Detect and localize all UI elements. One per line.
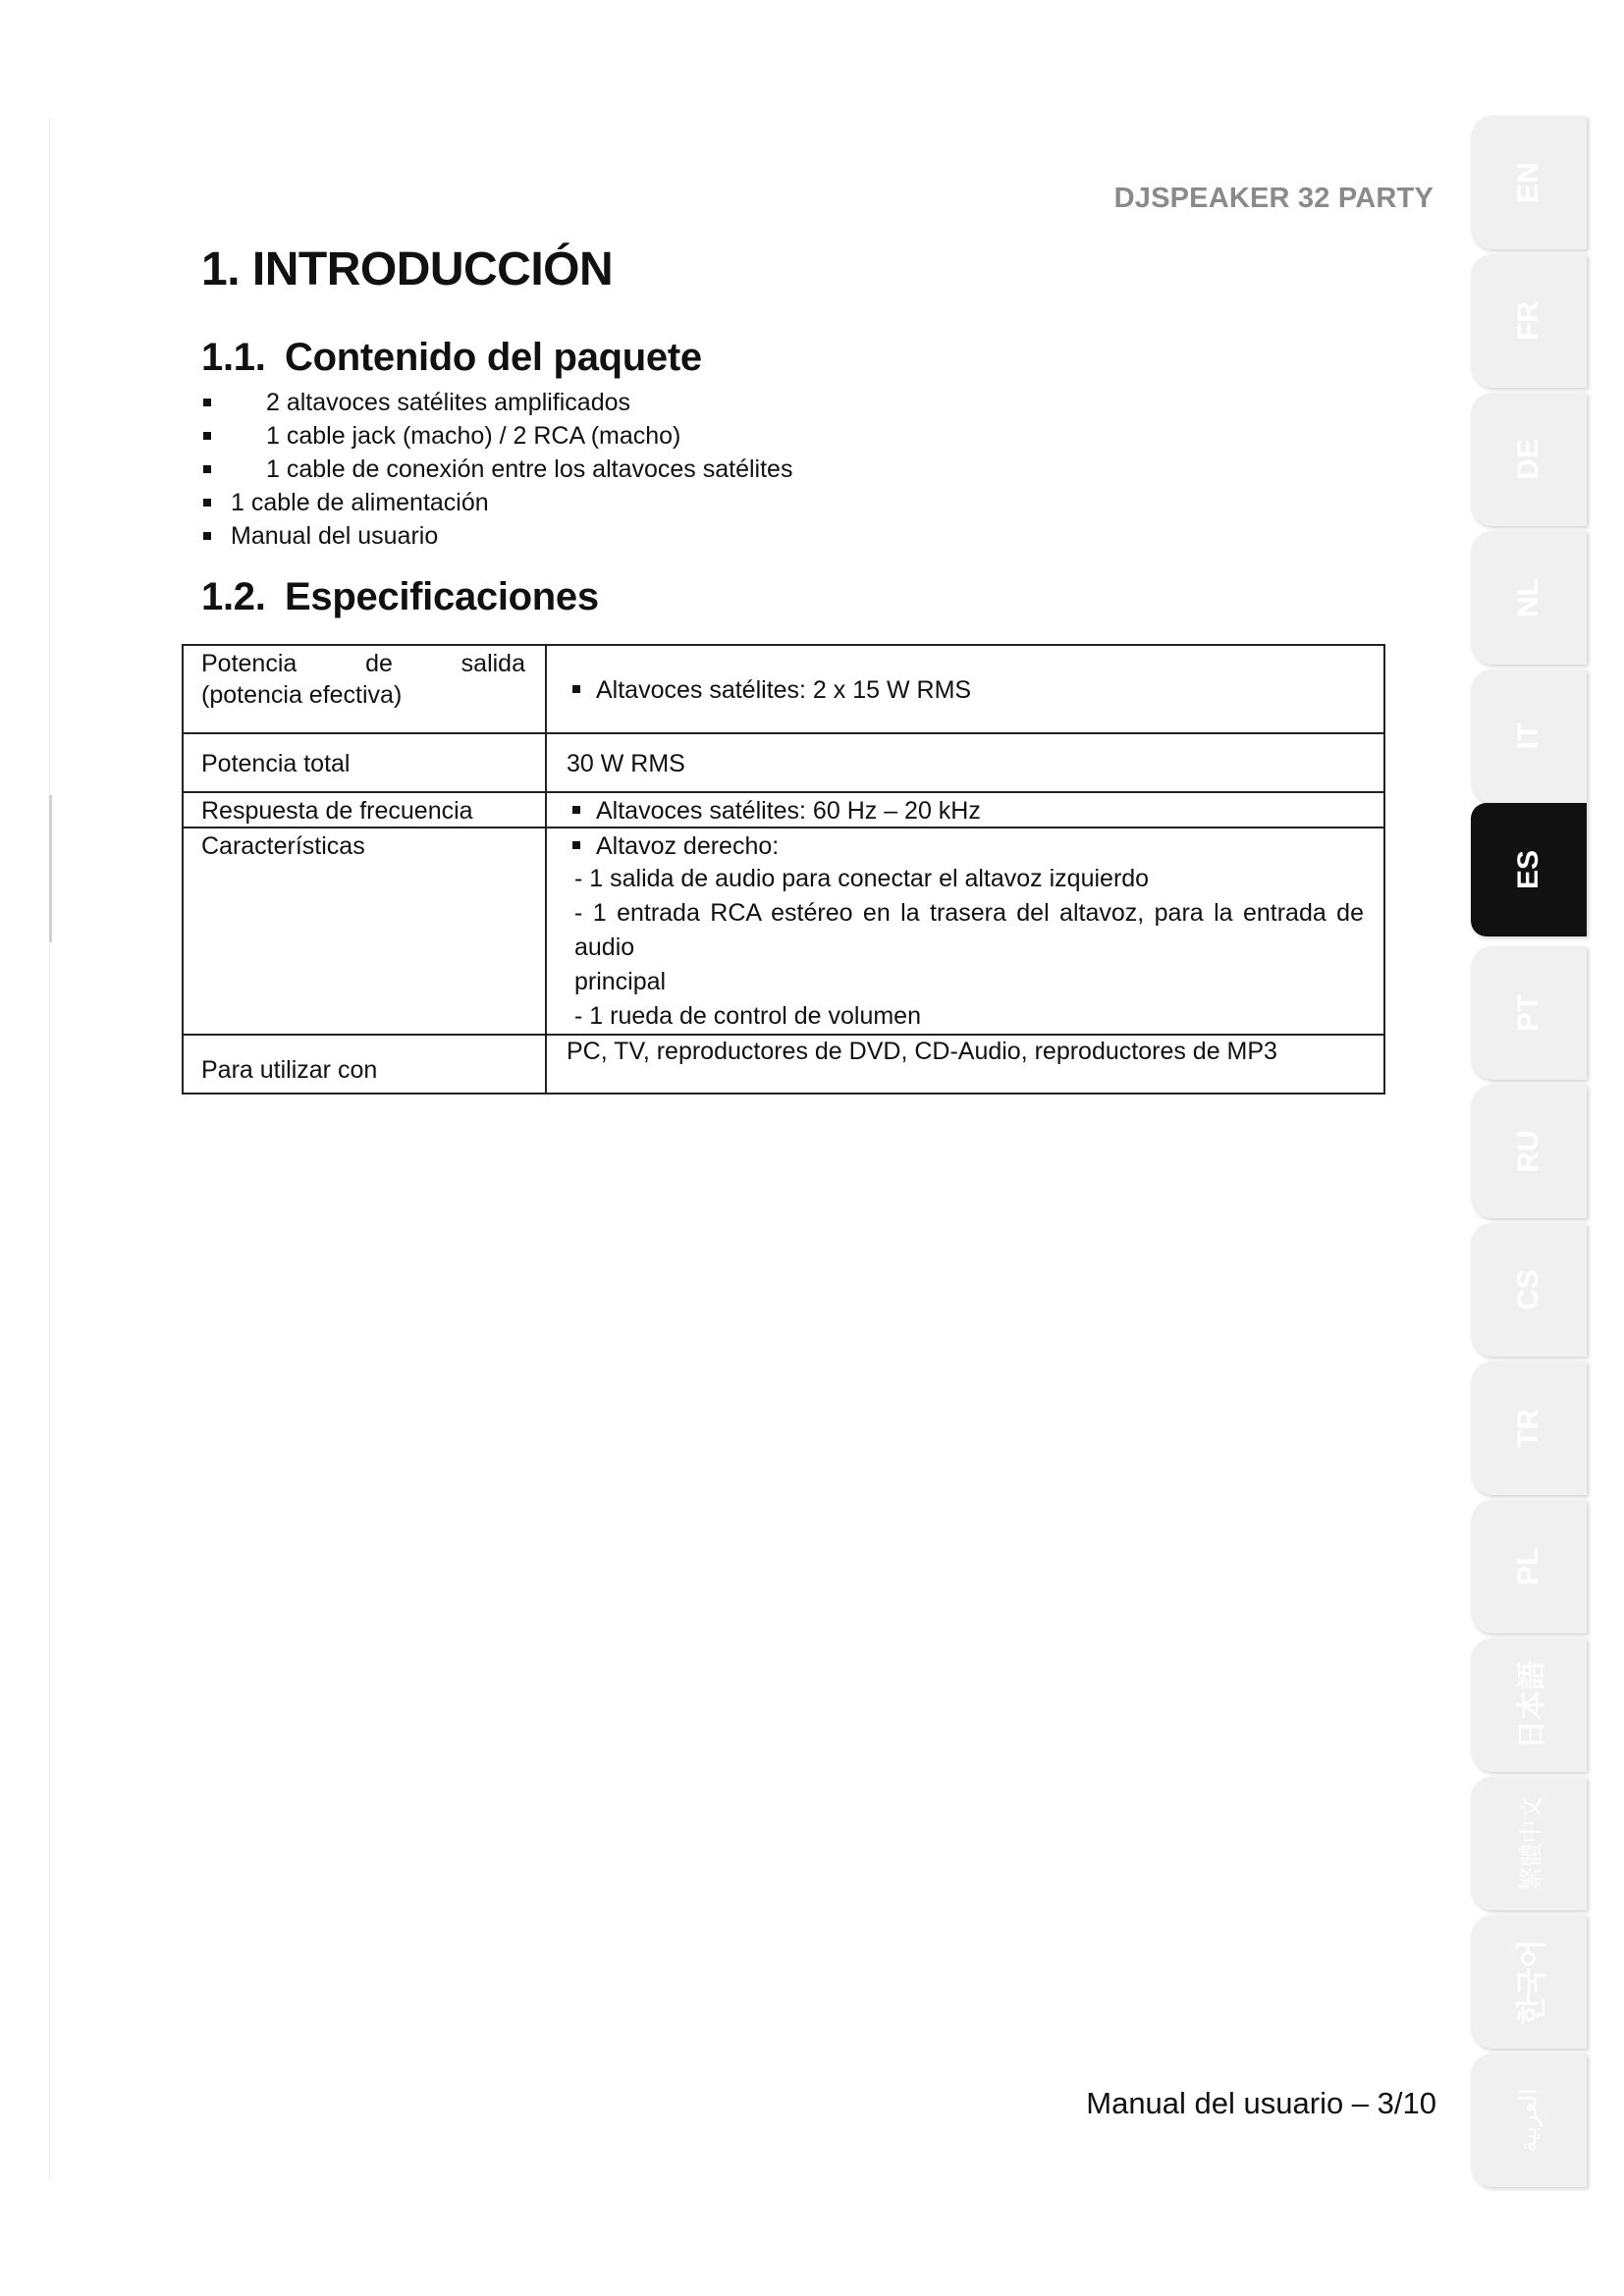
tab-ko[interactable]: 한국어 [1471, 1915, 1587, 2049]
table-row [183, 645, 1384, 733]
tab-tr[interactable]: TR [1471, 1362, 1587, 1495]
tab-es[interactable]: ES [1471, 803, 1587, 936]
section-heading-text: Contenido del paquete [285, 336, 702, 379]
tab-fr[interactable]: FR [1471, 254, 1587, 388]
bullet-icon [203, 499, 211, 507]
bullet-icon [203, 399, 211, 406]
spec-value-cell: Altavoces satélites: 60 Hz – 20 kHz [546, 792, 1384, 828]
spec-label-cell: Características [183, 828, 546, 1035]
spec-label-cell: Potencia de salida (potencia efectiva) [183, 645, 546, 733]
spec-value-cell: Altavoces satélites: 2 x 15 W RMS [546, 645, 1384, 733]
spec-label-cell: Respuesta de frecuencia [183, 792, 546, 828]
section-title-contenido [201, 336, 702, 380]
bullet-icon [572, 685, 580, 693]
bullet-icon [203, 532, 211, 540]
tab-it[interactable]: IT [1471, 669, 1587, 803]
tab-en[interactable]: EN [1471, 116, 1587, 249]
spec-label-cell: Potencia total [183, 733, 546, 792]
specifications-table [182, 644, 1385, 1095]
section-title-especificaciones [201, 575, 599, 619]
tab-ru[interactable]: RU [1471, 1085, 1587, 1218]
spec-value-cell: 30 W RMS [546, 733, 1384, 792]
bullet-icon [203, 465, 211, 473]
tab-ar[interactable]: العربية [1471, 2054, 1587, 2187]
section-heading-text: Especificaciones [285, 575, 599, 618]
bullet-icon [203, 432, 211, 440]
table-row [183, 733, 1384, 792]
spec-label-cell: Para utilizar con [183, 1035, 546, 1094]
tab-nl[interactable]: NL [1471, 531, 1587, 665]
tab-zh-tw[interactable]: 繁體中文 [1471, 1777, 1587, 1910]
section-number: 1.1. [201, 336, 266, 379]
section-number: 1.2. [201, 575, 266, 618]
table-row [183, 792, 1384, 828]
tab-de[interactable]: DE [1471, 393, 1587, 526]
page-footer: Manual del usuario – 3/10 [1086, 2086, 1436, 2120]
header-product-name: DJSPEAKER 32 PARTY [1113, 183, 1434, 214]
section-title-introduccion: 1. INTRODUCCIÓN [201, 243, 614, 295]
tab-pl[interactable]: PL [1471, 1500, 1587, 1633]
tab-ja[interactable]: 日本語 [1471, 1638, 1587, 1772]
table-row [183, 828, 1384, 1035]
page-edge-mark [49, 795, 52, 942]
tab-pt[interactable]: PT [1471, 946, 1587, 1080]
bullet-icon [572, 841, 580, 849]
table-row [183, 1035, 1384, 1094]
spec-value-cell: PC, TV, reproductores de DVD, CD-Audio, reproductores de MP3 [546, 1035, 1384, 1094]
tab-cs[interactable]: CS [1471, 1223, 1587, 1357]
page-edge-line [49, 118, 50, 2179]
spec-value-cell: Altavoz derecho: - 1 salida de audio para conectar el altavoz izquierdo - 1 entrada RCA estéreo en la trasera del altavoz, para la entrada de audio principal - 1 rueda de control de volumen [546, 828, 1384, 1035]
bullet-icon [572, 806, 580, 814]
